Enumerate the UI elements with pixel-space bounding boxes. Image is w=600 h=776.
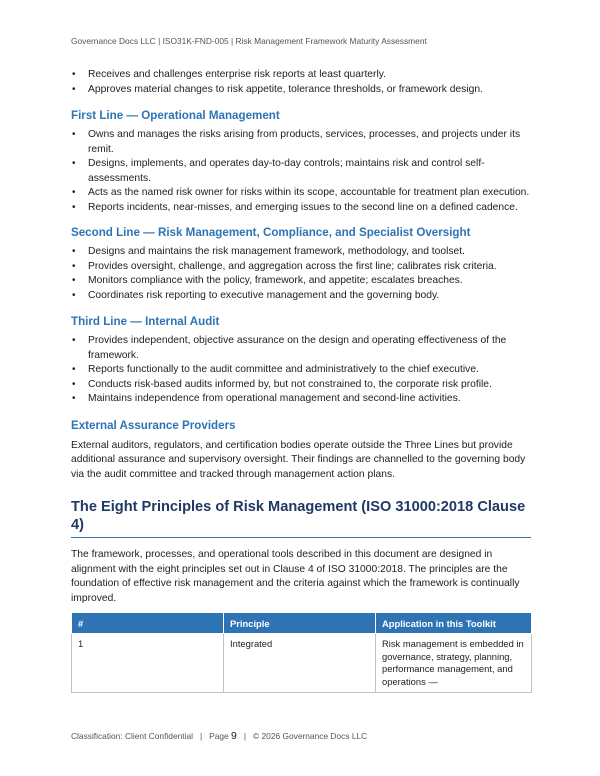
header-separator: | xyxy=(158,36,161,46)
cell-application: Risk management is embedded in governance, strategy, planning, performance management, and operations — xyxy=(376,634,532,693)
bullet-icon: • xyxy=(72,69,76,80)
list-item: • Conducts risk-based audits informed by, but not constrained to, the corporate risk profile. xyxy=(71,378,531,393)
list-item: • Provides independent, objective assurance on the design and operating effectiveness of the framework. xyxy=(72,335,507,361)
first-line-list xyxy=(71,128,531,215)
page-header xyxy=(71,36,427,46)
list-item: • Maintains independence from operational management and second-line activities. xyxy=(71,392,531,407)
list-item: • Acts as the named risk owner for risks within its scope, accountable for treatment plan execution. xyxy=(71,186,531,201)
cell-number: 1 xyxy=(72,634,224,693)
bullet-icon: • xyxy=(72,129,76,140)
header-doc-title: Risk Management Framework Maturity Assessment xyxy=(235,36,427,46)
list-item: • Designs and maintains the risk management framework, methodology, and toolset. xyxy=(71,245,531,260)
cell-principle: Integrated xyxy=(224,634,376,693)
external-heading: External Assurance Providers xyxy=(71,418,236,432)
bullet-icon: • xyxy=(72,364,76,375)
list-item: • Monitors compliance with the policy, framework, and appetite; escalates breaches. xyxy=(71,274,531,289)
column-header-number: # xyxy=(72,613,224,634)
footer-page-number: 9 xyxy=(231,730,237,742)
bullet-icon: • xyxy=(72,83,76,95)
header-separator: | xyxy=(231,36,234,46)
list-item: • Provides oversight, challenge, and aggregation across the first line; calibrates risk criteria. xyxy=(71,260,531,275)
header-doc-id: ISO31K-FND-005 xyxy=(162,36,229,46)
first-line-heading: First Line — Operational Management xyxy=(71,109,280,122)
third-line-list xyxy=(71,334,531,407)
principles-heading: The Eight Principles of Risk Management (ISO 31000:2018 Clause 4) xyxy=(71,498,531,538)
bullet-icon: • xyxy=(72,289,76,301)
column-header-application: Application in this Toolkit xyxy=(376,613,532,634)
list-item: • Approves material changes to risk appetite, tolerance thresholds, or framework design. xyxy=(71,83,531,98)
bullet-icon: • xyxy=(72,246,76,257)
second-line-list xyxy=(71,245,531,303)
bullet-icon: • xyxy=(72,158,76,169)
header-company: Governance Docs LLC xyxy=(71,36,156,46)
column-header-principle: Principle xyxy=(224,613,376,634)
bullet-icon: • xyxy=(72,378,76,390)
page-footer xyxy=(71,730,367,742)
table-header-row xyxy=(72,613,532,634)
footer-page-label: Page xyxy=(209,731,229,741)
list-item: • Owns and manages the risks arising from products, services, processes, and projects under its remit. xyxy=(72,129,521,155)
footer-separator: | xyxy=(243,731,247,741)
governing-body-list xyxy=(71,68,531,97)
bullet-icon: • xyxy=(72,187,76,198)
external-paragraph: External auditors, regulators, and certification bodies operate outside the Three Lines but provide additional assurance and supervisory oversight. Their findings are channelled to the governing body via the audit committee and tracked through management action plans. xyxy=(71,439,526,480)
list-item: • Coordinates risk reporting to executive management and the governing body. xyxy=(71,289,531,304)
page-content xyxy=(71,68,531,693)
list-item: • Receives and challenges enterprise risk reports at least quarterly. xyxy=(71,68,531,83)
bullet-icon: • xyxy=(72,335,76,346)
third-line-heading: Third Line — Internal Audit xyxy=(71,315,220,328)
list-item: • Reports incidents, near-misses, and emerging issues to the second line on a defined cadence. xyxy=(71,201,531,216)
list-item: • Designs, implements, and operates day-to-day controls; maintains risk and control self-assessments. xyxy=(72,158,485,184)
bullet-icon: • xyxy=(72,260,76,272)
footer-classification: Classification: Client Confidential xyxy=(71,731,193,741)
bullet-icon: • xyxy=(72,275,76,286)
principles-intro: The framework, processes, and operational tools described in this document are designed in alignment with the eight principles set out in Clause 4 of ISO 31000:2018. The principles are the foundation of effective risk management and the criteria against which the framework is continually improved. xyxy=(71,549,520,604)
principles-table xyxy=(71,612,532,693)
list-item: • Reports functionally to the audit committee and administratively to the chief executive. xyxy=(71,363,531,378)
footer-copyright: © 2026 Governance Docs LLC xyxy=(253,731,368,741)
footer-separator: | xyxy=(199,731,203,741)
bullet-icon: • xyxy=(72,201,76,213)
table-row xyxy=(72,634,532,693)
bullet-icon: • xyxy=(72,393,76,404)
second-line-heading: Second Line — Risk Management, Compliance, and Specialist Oversight xyxy=(71,226,471,239)
